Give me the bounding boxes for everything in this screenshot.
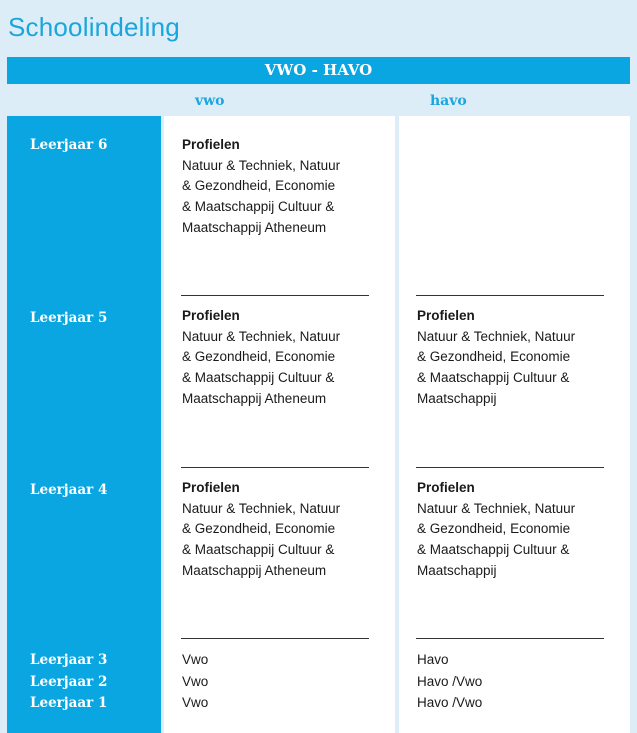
cell-heading: Profielen [182,137,240,152]
cell-line: & Gezondheid, Economie [182,178,336,194]
cell-line: Natuur & Techniek, Natuur [417,500,576,516]
havo-cell [417,478,597,582]
column-header-vwo: vwo [195,93,225,109]
divider [181,295,369,296]
year-label: Leerjaar 2 [30,674,108,690]
cell-line: Maatschappij Atheneum [182,219,327,235]
divider [181,467,369,468]
page-title: Schoolindeling [8,12,180,42]
cell-line: Natuur & Techniek, Natuur [182,328,341,344]
cell-line: Maatschappij [417,390,497,406]
cell-line: & Gezondheid, Economie [182,349,336,365]
cell-line: & Maatschappij Cultuur & [182,370,335,386]
cell-line: & Gezondheid, Economie [417,521,571,537]
vwo-cell [182,306,362,410]
year-label: Leerjaar 4 [30,482,108,498]
vwo-value: Vwo [182,695,209,710]
cell-heading: Profielen [182,480,240,495]
track-banner: VWO - HAVO [7,57,630,84]
cell-line: & Gezondheid, Economie [182,521,336,537]
divider [416,295,604,296]
cell-line: & Maatschappij Cultuur & [417,370,570,386]
cell-line: Maatschappij Atheneum [182,562,327,578]
vwo-cell [182,478,362,582]
cell-line: Maatschappij Atheneum [182,390,327,406]
cell-line: & Maatschappij Cultuur & [182,199,335,215]
cell-line: & Maatschappij Cultuur & [182,542,335,558]
cell-heading: Profielen [417,480,475,495]
cell-line: Natuur & Techniek, Natuur [182,157,341,173]
havo-value: Havo /Vwo [417,695,483,710]
havo-value: Havo [417,652,449,667]
divider [416,467,604,468]
cell-line: Maatschappij [417,562,497,578]
havo-value: Havo /Vwo [417,674,483,689]
havo-cell [417,306,597,410]
year-label: Leerjaar 1 [30,695,108,711]
divider [416,638,604,639]
vwo-value: Vwo [182,652,209,667]
cell-line: & Maatschappij Cultuur & [417,542,570,558]
cell-heading: Profielen [182,308,240,323]
column-header-havo: havo [430,93,467,109]
vwo-value: Vwo [182,674,209,689]
year-column [7,116,161,733]
year-label: Leerjaar 5 [30,310,108,326]
year-label: Leerjaar 3 [30,652,108,668]
year-label: Leerjaar 6 [30,137,108,153]
havo-column [399,116,630,733]
cell-line: & Gezondheid, Economie [417,349,571,365]
divider [181,638,369,639]
cell-line: Natuur & Techniek, Natuur [417,328,576,344]
cell-heading: Profielen [417,308,475,323]
cell-line: Natuur & Techniek, Natuur [182,500,341,516]
vwo-cell [182,135,362,239]
